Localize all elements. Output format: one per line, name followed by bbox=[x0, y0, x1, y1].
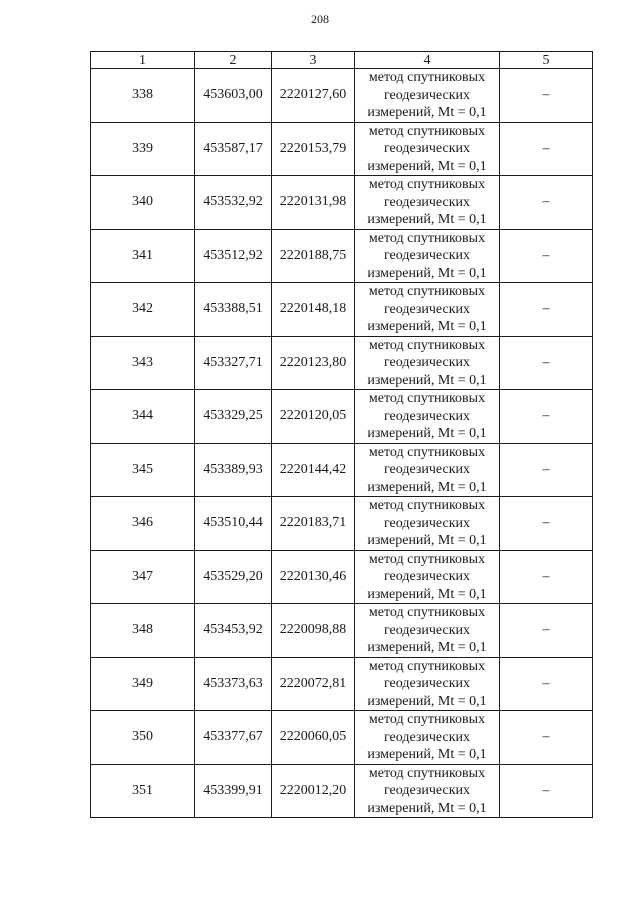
y-coordinate: 2220123,80 bbox=[272, 336, 355, 390]
measurement-method bbox=[355, 69, 500, 123]
point-number: 340 bbox=[91, 176, 195, 230]
column-header-5: 5 bbox=[500, 52, 593, 69]
note: – bbox=[500, 550, 593, 604]
note: – bbox=[500, 283, 593, 337]
x-coordinate: 453453,92 bbox=[195, 604, 272, 658]
point-number: 349 bbox=[91, 657, 195, 711]
point-number: 338 bbox=[91, 69, 195, 123]
measurement-method bbox=[355, 122, 500, 176]
measurement-method bbox=[355, 176, 500, 230]
method-line-1: метод спутниковых bbox=[368, 498, 486, 513]
method-line-3: измерений, Mt = 0,1 bbox=[367, 640, 487, 655]
y-coordinate: 2220153,79 bbox=[272, 122, 355, 176]
point-number: 342 bbox=[91, 283, 195, 337]
point-number: 344 bbox=[91, 390, 195, 444]
note: – bbox=[500, 497, 593, 551]
method-line-3: измерений, Mt = 0,1 bbox=[367, 212, 487, 227]
y-coordinate: 2220148,18 bbox=[272, 283, 355, 337]
method-line-1: метод спутниковых bbox=[368, 658, 486, 674]
method-line-3: измерений, Mt = 0,1 bbox=[367, 158, 487, 174]
method-line-3: измерений, Mt = 0,1 bbox=[367, 747, 487, 762]
point-number: 345 bbox=[91, 443, 195, 497]
point-number: 350 bbox=[91, 711, 195, 765]
table-row bbox=[91, 657, 593, 711]
point-number: 343 bbox=[91, 336, 195, 390]
column-header-4: 4 bbox=[355, 52, 500, 69]
method-line-2: геодезических bbox=[383, 87, 470, 103]
note: – bbox=[500, 657, 593, 711]
measurement-method bbox=[355, 283, 500, 337]
method-line-3: измерений, Mt = 0,1 bbox=[367, 426, 487, 441]
measurement-method bbox=[355, 497, 500, 551]
table-row bbox=[91, 229, 593, 283]
note: – bbox=[500, 390, 593, 444]
y-coordinate: 2220144,42 bbox=[272, 443, 355, 497]
method-line-3: измерений, Mt = 0,1 bbox=[367, 105, 487, 120]
measurement-method bbox=[355, 711, 500, 765]
y-coordinate: 2220131,98 bbox=[272, 176, 355, 230]
x-coordinate: 453329,25 bbox=[195, 390, 272, 444]
table-row bbox=[91, 711, 593, 765]
method-line-3: измерений, Mt = 0,1 bbox=[367, 319, 487, 334]
method-line-1: метод спутниковых bbox=[368, 551, 486, 567]
y-coordinate: 2220130,46 bbox=[272, 550, 355, 604]
table-row bbox=[91, 550, 593, 604]
table-row bbox=[91, 443, 593, 497]
method-line-1: метод спутниковых bbox=[368, 444, 486, 460]
y-coordinate: 2220072,81 bbox=[272, 657, 355, 711]
measurement-method bbox=[355, 443, 500, 497]
measurement-method bbox=[355, 390, 500, 444]
x-coordinate: 453529,20 bbox=[195, 550, 272, 604]
measurement-method bbox=[355, 604, 500, 658]
method-line-2: геодезических bbox=[383, 408, 470, 424]
point-number: 348 bbox=[91, 604, 195, 658]
column-header-1: 1 bbox=[91, 52, 195, 69]
method-line-2: геодезических bbox=[383, 569, 470, 584]
note: – bbox=[500, 443, 593, 497]
coordinates-table bbox=[90, 51, 593, 818]
y-coordinate: 2220183,71 bbox=[272, 497, 355, 551]
point-number: 346 bbox=[91, 497, 195, 551]
method-line-1: метод спутниковых bbox=[368, 337, 486, 353]
method-line-2: геодезических bbox=[383, 194, 470, 210]
measurement-method bbox=[355, 657, 500, 711]
x-coordinate: 453510,44 bbox=[195, 497, 272, 551]
table-row bbox=[91, 497, 593, 551]
method-line-1: метод спутниковых bbox=[368, 391, 486, 406]
note: – bbox=[500, 229, 593, 283]
method-line-2: геодезических bbox=[383, 515, 470, 531]
x-coordinate: 453327,71 bbox=[195, 336, 272, 390]
table-row bbox=[91, 390, 593, 444]
method-line-1: метод спутниковых bbox=[368, 230, 486, 246]
x-coordinate: 453603,00 bbox=[195, 69, 272, 123]
method-line-1: метод спутниковых bbox=[368, 605, 486, 620]
measurement-method bbox=[355, 764, 500, 818]
method-line-2: геодезических bbox=[383, 783, 470, 798]
method-line-2: геодезических bbox=[383, 729, 470, 745]
method-line-2: геодезических bbox=[383, 301, 470, 317]
method-line-1: метод спутниковых bbox=[368, 70, 486, 85]
method-line-1: метод спутниковых bbox=[368, 765, 486, 781]
table-body bbox=[91, 69, 593, 818]
method-line-1: метод спутниковых bbox=[368, 284, 486, 299]
note: – bbox=[500, 604, 593, 658]
column-header-3: 3 bbox=[272, 52, 355, 69]
table-row bbox=[91, 764, 593, 818]
note: – bbox=[500, 69, 593, 123]
method-line-2: геодезических bbox=[383, 622, 470, 638]
page-number: 208 bbox=[311, 12, 329, 26]
method-line-2: геодезических bbox=[383, 248, 470, 263]
column-header-2: 2 bbox=[195, 52, 272, 69]
note: – bbox=[500, 711, 593, 765]
table-row bbox=[91, 176, 593, 230]
method-line-3: измерений, Mt = 0,1 bbox=[367, 586, 487, 602]
x-coordinate: 453389,93 bbox=[195, 443, 272, 497]
method-line-3: измерений, Mt = 0,1 bbox=[367, 372, 487, 388]
y-coordinate: 2220127,60 bbox=[272, 69, 355, 123]
method-line-3: измерений, Mt = 0,1 bbox=[367, 265, 487, 281]
method-line-3: измерений, Mt = 0,1 bbox=[367, 800, 487, 816]
table-row bbox=[91, 122, 593, 176]
table-row bbox=[91, 336, 593, 390]
y-coordinate: 2220060,05 bbox=[272, 711, 355, 765]
method-line-1: метод спутниковых bbox=[368, 123, 486, 139]
x-coordinate: 453532,92 bbox=[195, 176, 272, 230]
method-line-3: измерений, Mt = 0,1 bbox=[367, 533, 487, 548]
x-coordinate: 453399,91 bbox=[195, 764, 272, 818]
x-coordinate: 453388,51 bbox=[195, 283, 272, 337]
method-line-1: метод спутниковых bbox=[368, 712, 486, 727]
x-coordinate: 453587,17 bbox=[195, 122, 272, 176]
x-coordinate: 453373,63 bbox=[195, 657, 272, 711]
table-row bbox=[91, 604, 593, 658]
y-coordinate: 2220188,75 bbox=[272, 229, 355, 283]
point-number: 339 bbox=[91, 122, 195, 176]
measurement-method bbox=[355, 336, 500, 390]
note: – bbox=[500, 764, 593, 818]
measurement-method bbox=[355, 229, 500, 283]
method-line-3: измерений, Mt = 0,1 bbox=[367, 693, 487, 709]
method-line-2: геодезических bbox=[383, 141, 470, 156]
note: – bbox=[500, 176, 593, 230]
note: – bbox=[500, 122, 593, 176]
point-number: 351 bbox=[91, 764, 195, 818]
point-number: 341 bbox=[91, 229, 195, 283]
measurement-method bbox=[355, 550, 500, 604]
y-coordinate: 2220098,88 bbox=[272, 604, 355, 658]
method-line-2: геодезических bbox=[383, 355, 470, 370]
method-line-3: измерений, Mt = 0,1 bbox=[367, 479, 487, 495]
y-coordinate: 2220120,05 bbox=[272, 390, 355, 444]
table-row bbox=[91, 69, 593, 123]
x-coordinate: 453512,92 bbox=[195, 229, 272, 283]
note: – bbox=[500, 336, 593, 390]
table-header-row bbox=[91, 52, 593, 69]
table-row bbox=[91, 283, 593, 337]
x-coordinate: 453377,67 bbox=[195, 711, 272, 765]
point-number: 347 bbox=[91, 550, 195, 604]
method-line-2: геодезических bbox=[383, 676, 470, 691]
method-line-2: геодезических bbox=[383, 462, 470, 477]
method-line-1: метод спутниковых bbox=[368, 177, 486, 192]
y-coordinate: 2220012,20 bbox=[272, 764, 355, 818]
